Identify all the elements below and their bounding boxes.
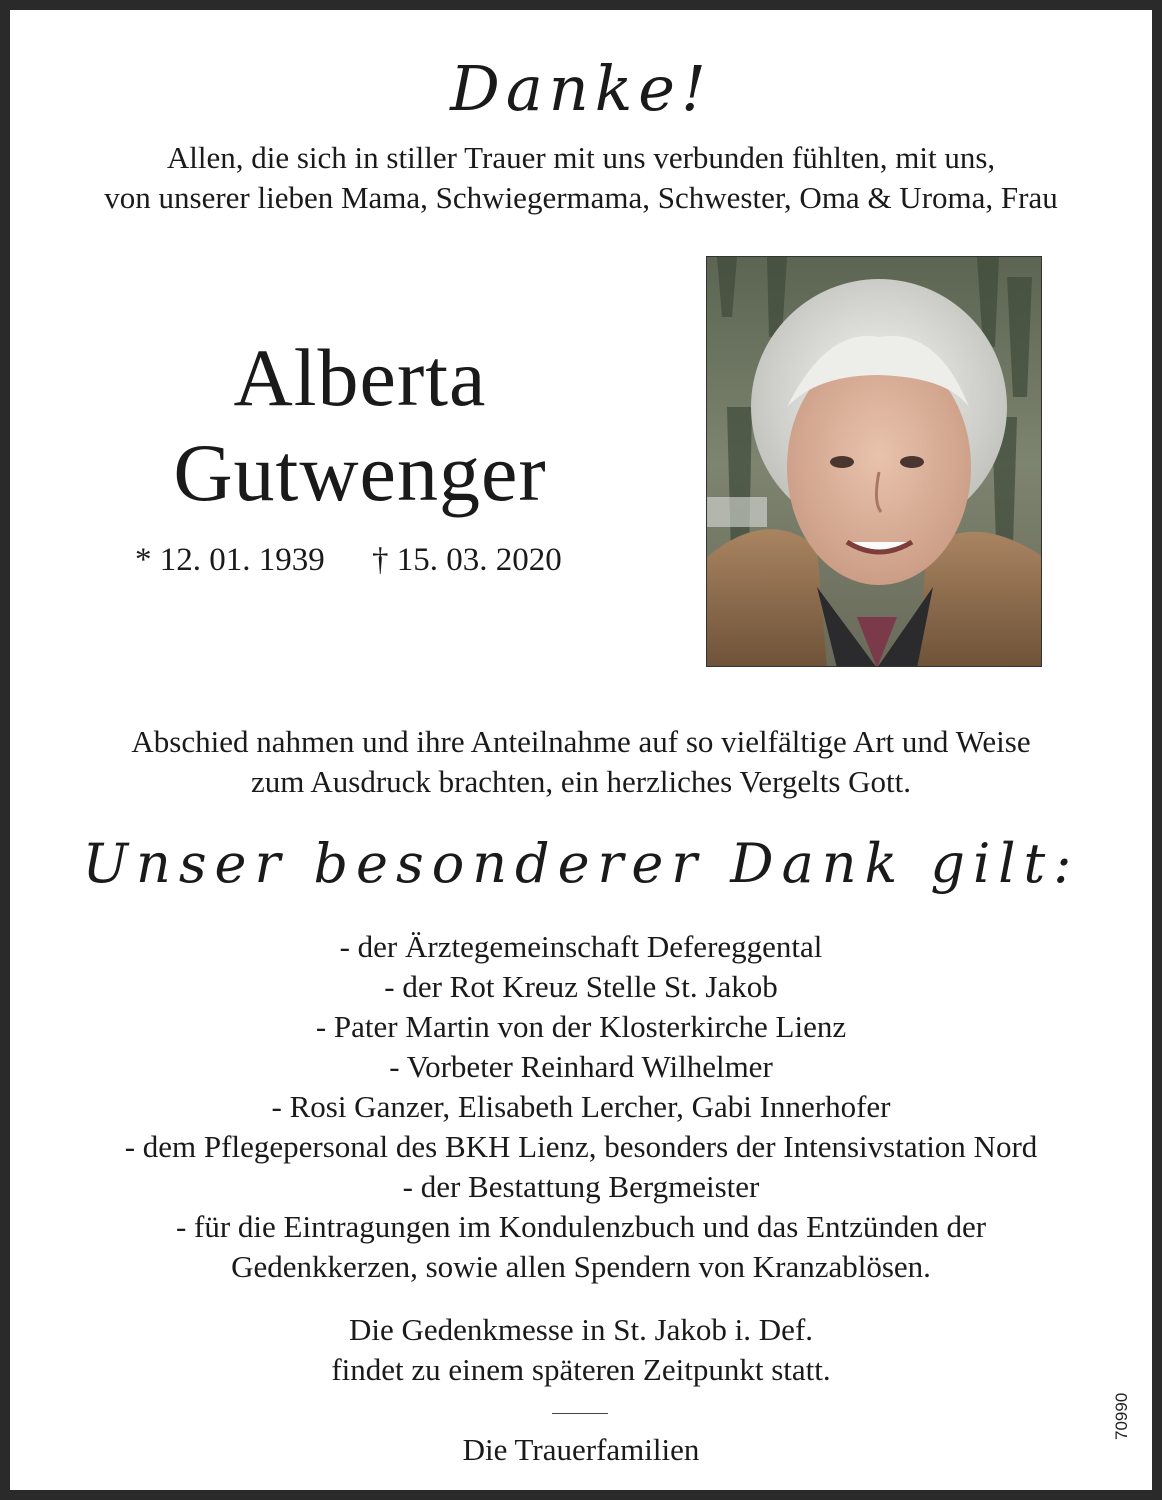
- middle-line-1: Abschied nahmen und ihre Anteilnahme auf so vielfältige Art und Weise: [131, 724, 1031, 759]
- intro-line-2: von unserer lieben Mama, Schwiegermama, Schwester, Oma & Uroma, Frau: [104, 180, 1058, 215]
- thanks-item: - der Bestattung Bergmeister: [402, 1169, 760, 1204]
- signature: Die Trauerfamilien: [462, 1432, 700, 1467]
- thanks-item: - dem Pflegepersonal des BKH Lienz, besonders der Intensivstation Nord: [124, 1129, 1038, 1164]
- thanks-item: - Pater Martin von der Klosterkirche Lienz: [315, 1009, 847, 1044]
- thanks-item: - Rosi Ganzer, Elisabeth Lercher, Gabi Innerhofer: [271, 1089, 891, 1124]
- death-date: † 15. 03. 2020: [372, 542, 562, 578]
- intro-line-1: Allen, die sich in stiller Trauer mit uns verbunden fühlten, mit uns,: [166, 140, 996, 175]
- ad-code: 70990: [1112, 1392, 1131, 1440]
- heading-danke: Danke!: [450, 52, 712, 125]
- portrait-illustration: [707, 257, 1042, 667]
- memorial-mass-text: [30, 1310, 1132, 1390]
- thanks-heading: Unser besonderer Dank gilt:: [82, 832, 1080, 895]
- portrait-photo: [706, 256, 1042, 667]
- divider-line: [552, 1413, 608, 1414]
- birth-date: * 12. 01. 1939: [135, 542, 325, 578]
- thanks-item: Gedenkkerzen, sowie allen Spendern von Kranzablösen.: [231, 1249, 931, 1284]
- thanks-item: - für die Eintragungen im Kondulenzbuch und das Entzünden der: [175, 1209, 987, 1244]
- middle-line-2: zum Ausdruck brachten, ein herzliches Vergelts Gott.: [250, 764, 911, 799]
- mass-line-1: Die Gedenkmesse in St. Jakob i. Def.: [348, 1312, 814, 1347]
- middle-text: [30, 722, 1132, 802]
- mass-line-2: findet zu einem späteren Zeitpunkt statt.: [331, 1352, 831, 1387]
- thanks-item: - der Rot Kreuz Stelle St. Jakob: [384, 969, 778, 1004]
- intro-text: [30, 138, 1132, 218]
- first-name: Alberta: [233, 332, 487, 423]
- thanks-item: - der Ärztegemeinschaft Defereggental: [339, 929, 823, 964]
- last-name: Gutwenger: [173, 427, 547, 518]
- thanks-list: [30, 927, 1132, 1287]
- thanks-item: - Vorbeter Reinhard Wilhelmer: [389, 1049, 773, 1084]
